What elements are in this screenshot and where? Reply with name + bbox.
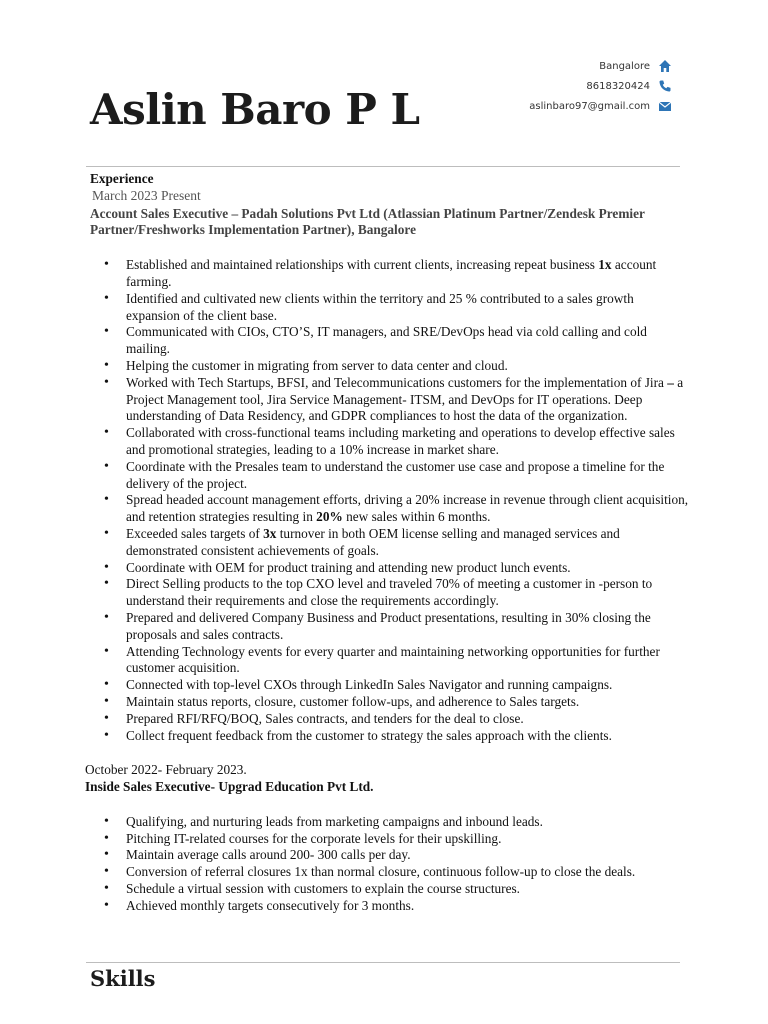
bullet-emphasis: 1x (598, 257, 612, 273)
bullet-text: Helping the customer in migrating from server to data center and cloud. (126, 357, 508, 373)
bullet-text: Spread headed account management efforts, driving a 20% increase in revenue through client acquisition, and retention strategies resulting in (126, 492, 689, 525)
job2-date: October 2022- February 2023. (85, 762, 247, 778)
list-item (104, 881, 690, 898)
location-text: Bangalore (599, 60, 650, 72)
bullet-emphasis: 3x (263, 525, 277, 541)
bullet-text: Connected with top-level CXOs through LinkedIn Sales Navigator and running campaigns. (126, 677, 613, 693)
bullet-text: Identified and cultivated new clients within the territory and 25 % contributed to a sales growth expansion of the client base. (126, 290, 634, 323)
bullet-emphasis: 20% (316, 509, 343, 525)
experience-section (85, 171, 690, 915)
bullet-text: Coordinate with the Presales team to understand the customer use case and propose a timeline for the delivery of the project. (126, 458, 665, 491)
job2-bullet-list (104, 814, 690, 915)
job1-date: March 2023 Present (92, 187, 201, 203)
bullet-text: Coordinate with OEM for product training and attending new product lunch events. (126, 559, 571, 575)
bullet-emphasis: – (667, 374, 674, 390)
home-icon (658, 59, 672, 73)
list-item (104, 358, 690, 375)
bullet-text: Prepared RFI/RFQ/BOQ, Sales contracts, and tenders for the deal to close. (126, 710, 524, 726)
bullet-text: Maintain average calls around 200- 300 calls per day. (126, 847, 411, 863)
bullet-text: Direct Selling products to the top CXO level and traveled 70% of meeting a customer in -person to understand their requirements and close the requirements accordingly. (126, 576, 653, 609)
job1-bullet-list (104, 257, 690, 744)
bullet-text: Maintain status reports, closure, customer follow-ups, and adherence to Sales targets. (126, 693, 580, 709)
bullet-text: Attending Technology events for every quarter and maintaining networking opportunities for further customer acquisition. (126, 643, 660, 676)
list-item (104, 324, 690, 358)
bullet-text: Qualifying, and nurturing leads from marketing campaigns and inbound leads. (126, 813, 543, 829)
contact-location (529, 56, 672, 76)
list-item (104, 728, 690, 745)
email-text[interactable]: aslinbaro97@gmail.com (529, 100, 650, 112)
list-item (104, 677, 690, 694)
list-item (104, 814, 690, 831)
bullet-text-continued: turnover in both OEM license selling and managed services and demonstrated consistent achievements of goals. (126, 525, 620, 558)
bullet-text: Worked with Tech Startups, BFSI, and Telecommunications customers for the implementation of Jira (126, 374, 668, 390)
bullet-text-continued: new sales within 6 months. (342, 509, 491, 525)
experience-heading: Experience (90, 171, 154, 186)
list-item (104, 864, 690, 881)
list-item (104, 375, 690, 425)
contact-block (529, 56, 672, 116)
contact-email (529, 96, 672, 116)
bullet-text: Prepared and delivered Company Business and Product presentations, resulting in 30% closing the proposals and sales contracts. (126, 609, 651, 642)
list-item (104, 526, 690, 560)
list-item (104, 560, 690, 577)
list-item (104, 459, 690, 493)
bullet-text: Collect frequent feedback from the customer to strategy the sales approach with the clients. (126, 727, 612, 743)
bullet-text: Exceeded sales targets of (126, 525, 264, 541)
contact-phone (529, 76, 672, 96)
bullet-text: Collaborated with cross-functional teams including marketing and operations to develop effective sales and promotional strategies, leading to a 10% increase in market share. (126, 425, 675, 457)
list-item (104, 898, 690, 915)
list-item (104, 425, 690, 459)
list-item (104, 576, 690, 610)
bullet-text: Communicated with CIOs, CTO’S, IT managers, and SRE/DevOps head via cold calling and cold mailing. (126, 324, 647, 357)
list-item (104, 711, 690, 728)
header-divider (86, 166, 680, 167)
list-item (104, 291, 690, 325)
bullet-text: Conversion of referral closures 1x than normal closure, continuous follow-up to close the deals. (126, 864, 636, 880)
list-item (104, 831, 690, 848)
bullet-text: Achieved monthly targets consecutively for 3 months. (126, 897, 415, 913)
list-item (104, 492, 690, 526)
job1-title: Account Sales Executive – Padah Solutions Pvt Ltd (Atlassian Platinum Partner/Zendesk Premier Partner/Freshworks Implementation Partner), Bangalore (90, 205, 645, 238)
bullet-text-continued: account farming. (126, 257, 657, 289)
list-item (104, 694, 690, 711)
bullet-text: Pitching IT-related courses for the corporate levels for their upskilling. (126, 830, 502, 846)
bullet-text: Schedule a virtual session with customers to explain the course structures. (126, 881, 521, 897)
list-item (104, 847, 690, 864)
list-item (104, 610, 690, 644)
job2-title: Inside Sales Executive- Upgrad Education Pvt Ltd. (85, 779, 374, 795)
bullet-text: Established and maintained relationships with current clients, increasing repeat business (126, 257, 599, 273)
phone-text: 8618320424 (586, 80, 650, 92)
list-item (104, 257, 690, 291)
email-icon (658, 99, 672, 113)
skills-divider (86, 962, 680, 963)
phone-icon (658, 79, 672, 93)
list-item (104, 644, 690, 678)
bullet-text-continued: a Project Management tool, Jira Service Management- ITSM, and DevOps for IT operations. Deep understanding of Data Residency, and GDPR compliances to host the data of the organization. (126, 374, 684, 424)
skills-heading: Skills (90, 966, 156, 991)
resume-name: Aslin Baro P L (90, 85, 420, 134)
